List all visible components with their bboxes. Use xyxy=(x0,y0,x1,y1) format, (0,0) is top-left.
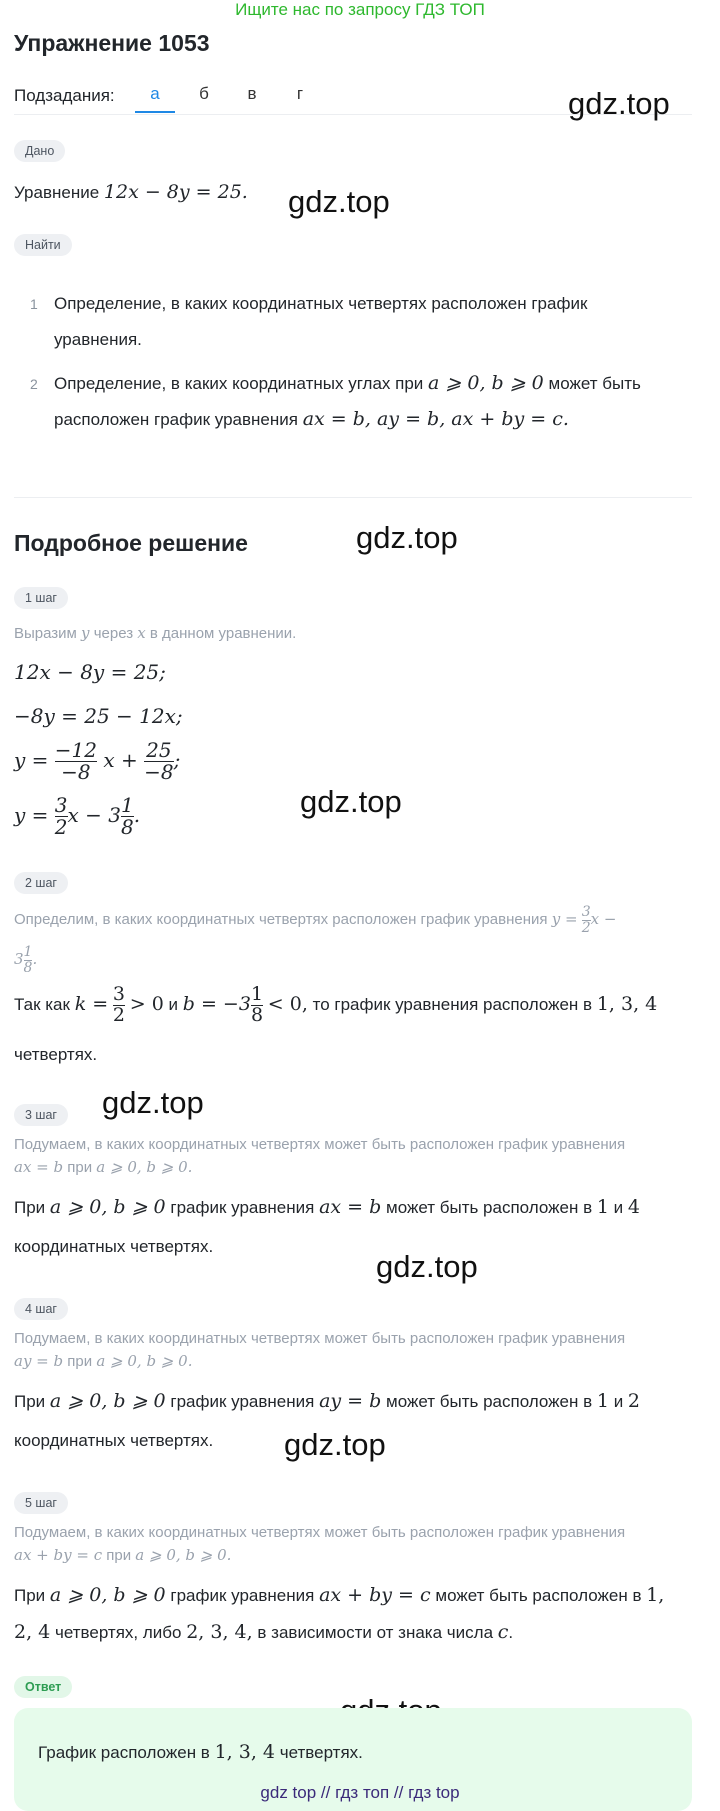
step-2-hint-line1 xyxy=(14,905,616,935)
fraction xyxy=(251,985,263,1026)
text: в зависимости от знака числа xyxy=(257,1623,494,1642)
math: . xyxy=(133,803,141,827)
watermark: gdz.top xyxy=(568,86,670,121)
denominator: −8 xyxy=(144,760,174,784)
math: ax + by = c xyxy=(319,1584,431,1606)
step-5-text-line2 xyxy=(14,1621,513,1643)
step-5-hint-line1: Подумаем, в каких координатных четвертях может быть расположен график уравнения xyxy=(14,1524,626,1541)
step-5-text-line1 xyxy=(14,1584,664,1606)
fraction xyxy=(113,985,125,1026)
numerator: 3 xyxy=(581,904,591,920)
text: Определим, в каких координатных четвертях расположен график уравнения xyxy=(14,911,548,929)
text: график уравнения xyxy=(170,1392,315,1411)
math: a ⩾ 0, b ⩾ 0. xyxy=(96,1158,193,1176)
step-pill: 4 шаг xyxy=(14,1298,68,1320)
numerator: 3 xyxy=(112,983,125,1005)
denominator: 8 xyxy=(250,1003,264,1026)
step-3-hint-line2 xyxy=(14,1158,192,1176)
text: При xyxy=(14,1392,46,1411)
watermark: gdz.top xyxy=(284,1427,386,1462)
step-3-hint-line1: Подумаем, в каких координатных четвертях может быть расположен график уравнения xyxy=(14,1136,626,1153)
text: при xyxy=(67,1159,93,1176)
text: при xyxy=(106,1547,132,1564)
footer-links[interactable]: gdz top // гдз топ // гдз top xyxy=(260,1783,460,1802)
step-1-eq-4 xyxy=(14,795,140,838)
fraction xyxy=(55,795,68,838)
text: четвертях, либо xyxy=(55,1623,182,1642)
math: 1 xyxy=(596,1390,609,1412)
text: Определение, в каких координатных углах при xyxy=(54,374,424,393)
step-1-hint xyxy=(14,624,296,642)
watermark: gdz.top xyxy=(376,1249,478,1284)
math: x xyxy=(137,624,146,642)
math: y xyxy=(81,624,90,642)
given-equation: 12x − 8y = 25. xyxy=(103,181,248,203)
text: При xyxy=(14,1586,46,1605)
find-item-2-line1 xyxy=(54,372,641,394)
math: 1, 3, 4 xyxy=(214,1741,276,1763)
subtask-tab-a[interactable]: а xyxy=(150,84,160,103)
find-item-number: 2 xyxy=(30,376,38,392)
step-1-eq-2: −8y = 25 − 12x; xyxy=(14,704,183,728)
given-prefix: Уравнение xyxy=(14,183,100,202)
step-pill: 1 шаг xyxy=(14,587,68,609)
text: график уравнения xyxy=(170,1586,315,1605)
math: 3 xyxy=(14,950,24,969)
find-pill: Найти xyxy=(14,234,72,256)
step-pill: 5 шаг xyxy=(14,1492,68,1514)
step-3-text-line1 xyxy=(14,1196,640,1218)
watermark: gdz.top xyxy=(102,1085,204,1120)
math: 1, xyxy=(646,1584,665,1606)
text: Выразим xyxy=(14,625,77,642)
subtask-tab-g[interactable]: г xyxy=(296,84,304,103)
math: a ⩾ 0, b ⩾ 0 xyxy=(49,1584,166,1606)
math: y = xyxy=(14,748,49,772)
numerator: −12 xyxy=(54,738,97,762)
text: четвертях. xyxy=(279,1743,363,1762)
math: 1, 3, 4 xyxy=(596,992,658,1015)
step-2-hint-line2 xyxy=(14,945,37,975)
math: 2, 3, 4, xyxy=(186,1621,253,1643)
find-item-2-line2 xyxy=(54,408,569,430)
denominator: 2 xyxy=(581,919,591,936)
numerator: 3 xyxy=(54,793,68,817)
math: k = xyxy=(74,992,109,1015)
text: График расположен в xyxy=(38,1743,210,1762)
step-4-text-line1 xyxy=(14,1390,640,1412)
step-4-text-line2: координатных четвертях. xyxy=(14,1431,214,1450)
find-item-1-line2: уравнения. xyxy=(54,330,142,349)
math: b = −3 xyxy=(182,992,251,1015)
math: y = xyxy=(14,803,49,827)
math: ax + by = c xyxy=(14,1546,103,1564)
text: может быть xyxy=(548,374,641,393)
text: может быть расположен в xyxy=(386,1198,593,1217)
watermark: gdz.top xyxy=(288,184,390,219)
fraction xyxy=(121,795,134,838)
find-item-number: 1 xyxy=(30,296,38,312)
fraction xyxy=(144,740,173,783)
denominator: 8 xyxy=(121,815,134,839)
denominator: 2 xyxy=(54,815,68,839)
top-banner: Ищите нас по запросу ГДЗ ТОП xyxy=(235,0,485,19)
math: ax = b, ay = b, ax + by = c. xyxy=(302,408,569,430)
text: в данном уравнении. xyxy=(149,625,297,642)
answer-pill: Ответ xyxy=(14,1676,72,1698)
math: . xyxy=(32,950,38,969)
step-pill: 3 шаг xyxy=(14,1104,68,1126)
text: через xyxy=(93,625,134,642)
math: > 0 xyxy=(129,992,164,1015)
page-title: Упражнение 1053 xyxy=(14,30,210,56)
denominator: 8 xyxy=(23,959,33,976)
step-4-hint-line2 xyxy=(14,1352,192,1370)
math: c xyxy=(497,1621,509,1643)
text: и xyxy=(168,994,179,1014)
subtasks-label: Подзадания: xyxy=(14,86,115,105)
fraction xyxy=(582,905,591,935)
math: ax = b xyxy=(319,1196,382,1218)
active-tab-indicator xyxy=(135,111,175,113)
subtask-tab-v[interactable]: в xyxy=(247,84,257,103)
numerator: 1 xyxy=(121,793,134,817)
text: и xyxy=(613,1392,624,1411)
solution-title: Подробное решение xyxy=(14,530,248,556)
step-1-eq-1: 12x − 8y = 25; xyxy=(14,660,166,684)
math: a ⩾ 0, b ⩾ 0. xyxy=(96,1352,193,1370)
numerator: 25 xyxy=(146,738,172,762)
math: a ⩾ 0, b ⩾ 0 xyxy=(49,1390,166,1412)
text: Так как xyxy=(14,994,70,1014)
text: и xyxy=(613,1198,624,1217)
answer-text xyxy=(38,1741,363,1763)
math: x − xyxy=(590,910,617,929)
numerator: 1 xyxy=(250,983,264,1005)
find-item-1-line1: Определение, в каких координатных четвертях расположен график xyxy=(54,294,588,313)
math: 2, 4 xyxy=(14,1621,51,1643)
step-4-hint-line1: Подумаем, в каких координатных четвертях может быть расположен график уравнения xyxy=(14,1330,626,1347)
watermark: gdz.top xyxy=(356,520,458,555)
subtask-tab-b[interactable]: б xyxy=(199,84,209,103)
text: расположен график уравнения xyxy=(54,410,298,429)
math: ax = b xyxy=(14,1158,64,1176)
text: график уравнения xyxy=(170,1198,315,1217)
math: x + xyxy=(103,748,138,772)
step-1-eq-3 xyxy=(14,740,180,783)
math: x − 3 xyxy=(67,803,121,827)
step-3-text-line2: координатных четвертях. xyxy=(14,1237,214,1256)
step-2-text-line1 xyxy=(14,985,657,1026)
math: a ⩾ 0, b ⩾ 0. xyxy=(135,1546,232,1564)
section-divider xyxy=(14,497,692,498)
text: может быть расположен в xyxy=(435,1586,642,1605)
math: 1 xyxy=(596,1196,609,1218)
text: при xyxy=(67,1353,93,1370)
math: ay = b xyxy=(14,1352,64,1370)
math: ; xyxy=(173,748,181,772)
math: a ⩾ 0, b ⩾ 0 xyxy=(428,372,544,394)
math: y = xyxy=(551,910,578,929)
given-statement xyxy=(14,181,248,203)
step-pill: 2 шаг xyxy=(14,872,68,894)
watermark: gdz.top xyxy=(300,784,402,819)
text: . xyxy=(508,1623,514,1642)
numerator: 1 xyxy=(23,944,33,960)
given-pill: Дано xyxy=(14,140,65,162)
text: то график уравнения расположен в xyxy=(312,994,593,1014)
text: может быть расположен в xyxy=(386,1392,593,1411)
math: 2 xyxy=(627,1390,641,1412)
denominator: 2 xyxy=(112,1003,125,1026)
math: 4 xyxy=(627,1196,640,1218)
step-2-text-line2: четвертях. xyxy=(14,1045,98,1064)
math: a ⩾ 0, b ⩾ 0 xyxy=(49,1196,166,1218)
step-5-hint-line2 xyxy=(14,1546,231,1564)
text: При xyxy=(14,1198,46,1217)
fraction xyxy=(55,740,97,783)
denominator: −8 xyxy=(55,761,97,783)
math: ay = b xyxy=(319,1390,382,1412)
math: < 0, xyxy=(267,992,308,1015)
